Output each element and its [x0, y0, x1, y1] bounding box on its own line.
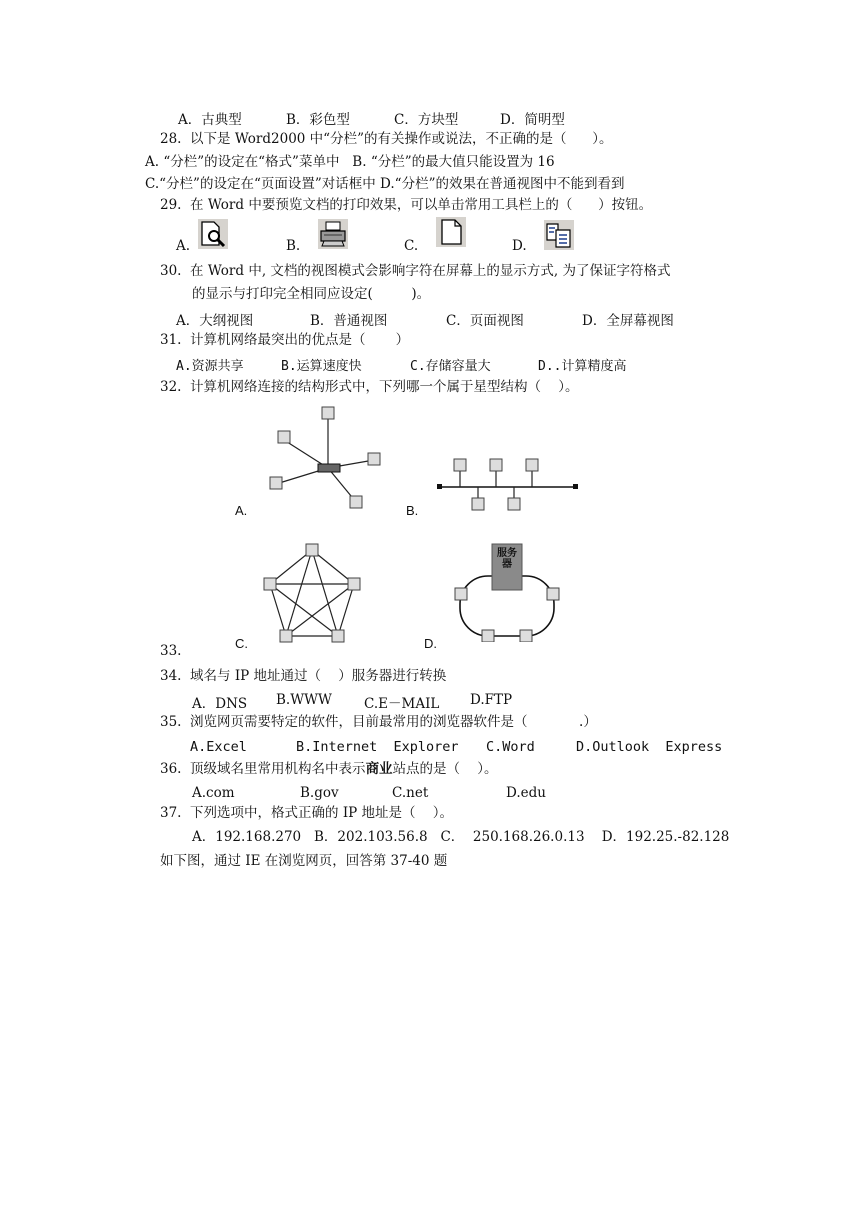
q29-option-d: D.	[512, 238, 527, 254]
q29-option-a: A.	[176, 238, 191, 254]
q30-option-a: A．大纲视图	[176, 313, 254, 329]
q32-stem: 32. 计算机网络连接的结构形式中，下列哪一个属于星型结构（ ）。	[160, 379, 579, 395]
q30-option-d: D．全屏幕视图	[582, 313, 674, 329]
q31-stem: 31. 计算机网络最突出的优点是（ ）	[160, 332, 410, 348]
q31-option-a: A.资源共享	[176, 359, 244, 374]
section-instruction: 如下图，通过 IE 在浏览网页，回答第 37-40 题	[160, 853, 448, 869]
q27-option-c: C．方块型	[394, 112, 459, 128]
new-document-icon	[436, 217, 466, 247]
q35-option-d: D.Outlook Express	[576, 739, 723, 755]
q32-option-c: C.	[235, 636, 248, 651]
q29-stem: 29. 在 Word 中要预览文档的打印效果，可以单击常用工具栏上的（ ）按钮。	[160, 197, 653, 213]
q37-options: A．192.168.270 B．202.103.56.8 C． 250.168.26.0.13 D．192.25.-82.128	[192, 829, 730, 845]
q30-stem-line2: 的显示与打印完全相同应设定( )。	[192, 286, 431, 302]
q34-option-a: A．DNS	[192, 696, 248, 712]
q35-option-b: B.Internet Explorer	[296, 739, 459, 755]
q28-stem: 28. 以下是 Word2000 中“分栏”的有关操作或说法，不正确的是（ ）。	[160, 131, 613, 147]
q28-options-line1: A. “分栏”的设定在“格式”菜单中 B. “分栏”的最大值只能设置为 16	[145, 154, 555, 170]
q34-option-d: D.FTP	[470, 692, 513, 708]
bus-topology-diagram	[436, 452, 582, 514]
star-topology-diagram	[262, 402, 392, 520]
q31-option-b: B.运算速度快	[281, 359, 362, 374]
printer-icon	[318, 219, 348, 249]
q32-option-d: D.	[424, 636, 437, 651]
server-label: 服务器	[497, 548, 517, 570]
q35-stem: 35. 浏览网页需要特定的软件，目前最常用的浏览器软件是（ .）	[160, 714, 597, 730]
q31-option-c: C.存储容量大	[410, 359, 491, 374]
q30-option-c: C．页面视图	[446, 313, 524, 329]
q34-option-c: C.E－MAIL	[364, 696, 440, 712]
q27-option-d: D．简明型	[500, 112, 565, 128]
q34-stem: 34. 域名与 IP 地址通过（ ）服务器进行转换	[160, 668, 447, 684]
q35-option-c: C.Word	[486, 739, 535, 755]
q29-option-b: B.	[286, 238, 301, 254]
q30-stem-line1: 30. 在 Word 中, 文档的视图模式会影响字符在屏幕上的显示方式, 为了保证字符格式	[160, 263, 671, 279]
q36-stem-post: 站点的是（ ）。	[392, 761, 498, 777]
q29-option-c: C.	[404, 238, 419, 254]
q36-stem-bold: 商业	[365, 761, 393, 777]
q36-option-d: D.edu	[506, 785, 546, 801]
q28-options-line2: C.“分栏”的设定在“页面设置”对话框中 D.“分栏”的效果在普通视图中不能到看到	[145, 176, 625, 192]
q36-option-c: C.net	[392, 785, 429, 801]
mesh-topology-diagram	[258, 540, 366, 648]
q30-option-b: B．普通视图	[310, 313, 388, 329]
q36-option-a: A.com	[192, 785, 235, 801]
q34-option-b: B.WWW	[276, 692, 332, 708]
q36-option-b: B.gov	[300, 785, 339, 801]
q33-number: 33.	[160, 643, 182, 659]
q27-option-a: A．古典型	[178, 112, 242, 128]
q32-option-a: A.	[235, 503, 248, 518]
q37-stem: 37. 下列选项中，格式正确的 IP 地址是（ ）。	[160, 805, 453, 821]
print-preview-icon	[198, 219, 228, 249]
q35-option-a: A.Excel	[190, 739, 247, 755]
q27-option-b: B．彩色型	[286, 112, 350, 128]
paste-icon	[544, 220, 574, 250]
q36-stem	[160, 760, 497, 778]
q32-option-b: B.	[406, 503, 419, 518]
q31-option-d: D..计算精度高	[538, 359, 627, 374]
q36-stem-pre: 36. 顶级域名里常用机构名中表示	[160, 761, 366, 777]
